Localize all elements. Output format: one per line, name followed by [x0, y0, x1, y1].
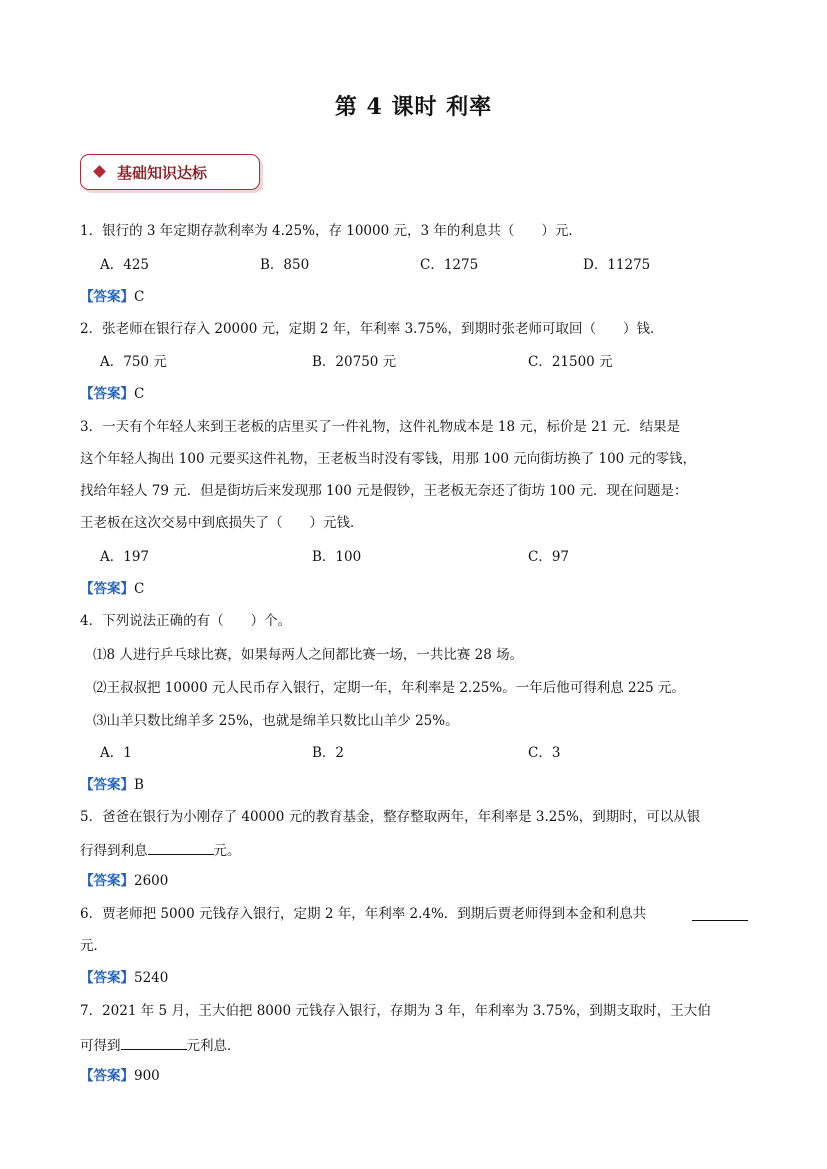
answer-tag: 【答案】 — [80, 970, 134, 986]
question-4-answer — [80, 776, 144, 794]
diamond-icon — [93, 165, 106, 178]
answer-value: 5240 — [134, 970, 169, 986]
answer-blank — [148, 840, 214, 855]
question-7-text-line-1: 7．2021 年 5 月，王大伯把 8000 元钱存入银行，存期为 3 年，年利率为 3.75%，到期支取时，王大伯 — [80, 1003, 711, 1019]
question-2-answer — [80, 385, 144, 403]
answer-tag: 【答案】 — [80, 386, 134, 402]
answer-tag: 【答案】 — [80, 777, 134, 793]
question-1-option-d: D．11275 — [583, 257, 651, 273]
question-7-text-before-blank: 可得到 — [80, 1038, 121, 1054]
answer-blank — [692, 906, 748, 921]
question-7-answer — [80, 1067, 160, 1085]
question-4-text: 4．下列说法正确的有（ ）个。 — [80, 613, 292, 629]
question-1-option-b: B．850 — [260, 257, 310, 273]
question-5-text-line-2 — [80, 840, 241, 860]
question-4-statement-2: ⑵王叔叔把 10000 元人民币存入银行，定期一年，年利率是 2.25%。一年后他可得利息 225 元。 — [93, 680, 686, 696]
answer-value: C — [134, 289, 145, 305]
answer-value: 900 — [134, 1068, 160, 1084]
question-5-text-line-1: 5．爸爸在银行为小刚存了 40000 元的教育基金，整存整取两年，年利率是 3.25%，到期时，可以从银 — [80, 809, 701, 825]
answer-tag: 【答案】 — [80, 873, 134, 889]
answer-tag: 【答案】 — [80, 1068, 134, 1084]
question-3-answer — [80, 580, 144, 598]
question-1-text: 1．银行的 3 年定期存款利率为 4.25%，存 10000 元，3 年的利息共（ ）元． — [80, 223, 582, 239]
question-7-text-after-blank: 元利息． — [186, 1038, 241, 1054]
question-3-option-c: C．97 — [528, 549, 570, 565]
question-3-text-line-2: 这个年轻人掏出 100 元要买这件礼物，王老板当时没有零钱，用那 100 元向街坊换了 100 元的零钱， — [80, 451, 697, 467]
answer-value: 2600 — [134, 873, 169, 889]
question-3-text-line-3: 找给年轻人 79 元．但是街坊后来发现那 100 元是假钞，王老板无奈还了街坊 100 元．现在问题是： — [80, 483, 688, 499]
answer-tag: 【答案】 — [80, 289, 134, 305]
question-6-text: 6．贾老师把 5000 元钱存入银行，定期 2 年，年利率 2.4%．到期后贾老师得到本金和利息共 — [80, 906, 647, 922]
question-3-text-line-1: 3．一天有个年轻人来到王老板的店里买了一件礼物，这件礼物成本是 18 元，标价是 21 元．结果是 — [80, 419, 681, 435]
page-title: 第 4 课时 利率 — [334, 94, 493, 120]
question-5-answer — [80, 872, 168, 890]
question-1-option-a: A．425 — [100, 257, 150, 273]
section-label: 基础知识达标 — [117, 164, 208, 182]
question-1-answer — [80, 288, 144, 306]
question-4-option-b: B．2 — [312, 745, 345, 761]
question-5-text-after-blank: 元。 — [213, 843, 241, 859]
question-6-text-line-1 — [80, 905, 646, 923]
answer-value: C — [134, 386, 145, 402]
question-2-option-a: A．750 元 — [100, 354, 167, 370]
question-7-text-line-2 — [80, 1035, 241, 1055]
question-4-option-a: A．1 — [100, 745, 132, 761]
section-header — [80, 154, 260, 190]
question-3-option-b: B．100 — [312, 549, 362, 565]
question-1-option-c: C．1275 — [420, 257, 479, 273]
answer-tag: 【答案】 — [80, 581, 134, 597]
question-4-option-c: C．3 — [528, 745, 561, 761]
answer-value: C — [134, 581, 145, 597]
question-3-option-a: A．197 — [100, 549, 150, 565]
question-4-statement-3: ⑶山羊只数比绵羊多 25%，也就是绵羊只数比山羊少 25%。 — [93, 713, 459, 729]
question-6-answer — [80, 969, 168, 987]
question-2-option-c: C．21500 元 — [528, 354, 613, 370]
question-2-option-b: B．20750 元 — [312, 354, 397, 370]
question-5-text-before-blank: 行得到利息 — [80, 843, 148, 859]
question-4-statement-1: ⑴8 人进行乒乓球比赛，如果每两人之间都比赛一场，一共比赛 28 场。 — [93, 647, 524, 663]
answer-blank — [121, 1035, 187, 1050]
question-3-text-line-4: 王老板在这次交易中到底损失了（ ）元钱． — [80, 515, 364, 531]
question-2-text: 2．张老师在银行存入 20000 元，定期 2 年，年利率 3.75%，到期时张老师可取回（ ）钱． — [80, 321, 664, 337]
question-6-text-line-2: 元． — [80, 938, 107, 954]
answer-value: B — [134, 777, 144, 793]
